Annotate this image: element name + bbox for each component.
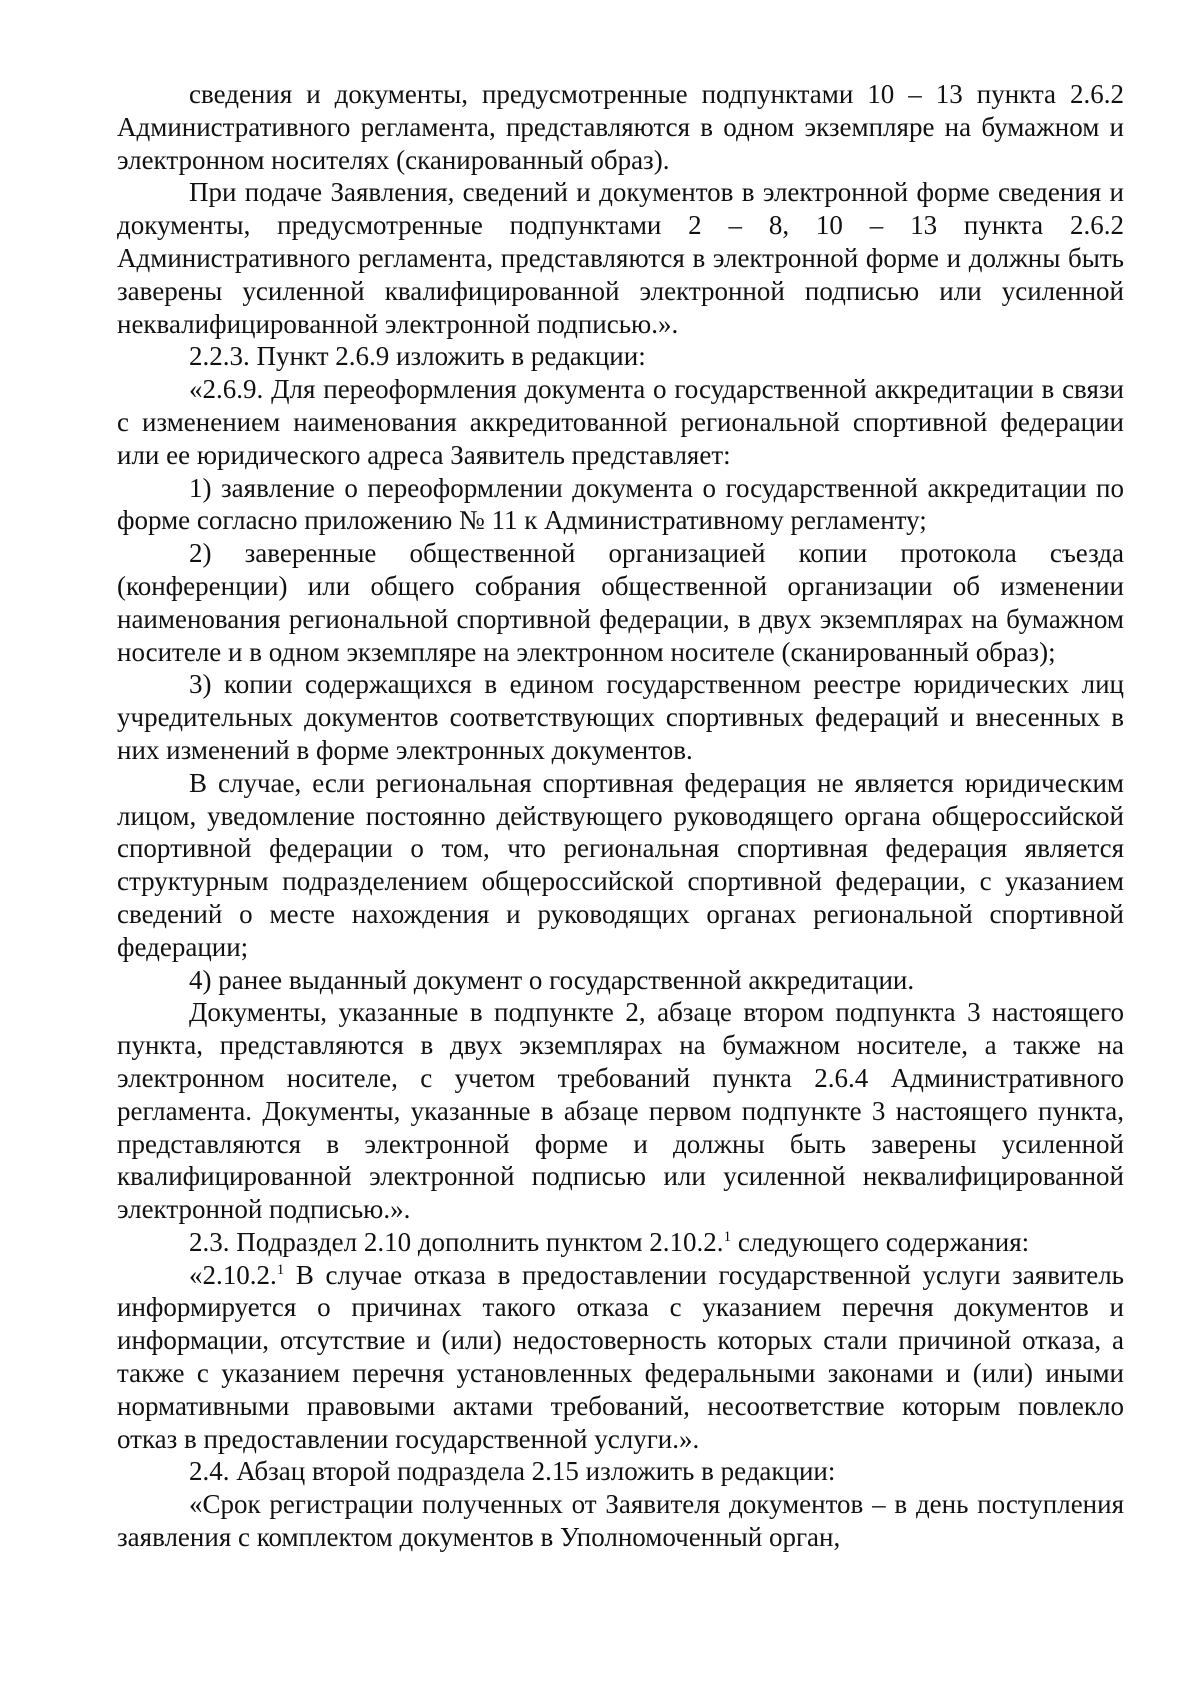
paragraph-electronic-submission: При подаче Заявления, сведений и документов в электронной форме сведения и документы, предусмотренные подпунктами 2 – 8, 10 – 13 пункта 2.6.2 Административного регламента, представляются в электронной форме и должны быть заверены усиленной квалифицированной электронной подписью или усиленной неквалифицированной электронной подписью.».: [117, 177, 1124, 339]
superscript: 1: [276, 1261, 285, 1278]
paragraph-subitem-1: 1) заявление о переоформлении документа о государственной аккредитации по форме согласно приложению № 11 к Административному регламенту;: [117, 472, 1124, 536]
paragraph-item-2-10-2-1-text-after: В случае отказа в предоставлении государственной услуги заявитель информируется о причинах такого отказа с указанием перечня документов и информации, отсутствие и (или) недостоверность которых стали причиной отказа, а также с указанием перечня установленных федеральными законами и (или) иными нормативными правовыми актами требований, несоответствие которым повлекло отказ в предоставлении государственной услуги.».: [117, 1259, 1124, 1454]
paragraph-item-2-10-2-1: [117, 1259, 1124, 1456]
paragraph-subitem-3: 3) копии содержащихся в едином государственном реестре юридических лиц учредительных документов соответствующих спортивных федераций и внесенных в них изменений в форме электронных документов.: [117, 669, 1124, 765]
paragraph-subitem-4: 4) ранее выданный документ о государственной аккредитации.: [189, 964, 915, 995]
paragraph-registration-term: «Срок регистрации полученных от Заявителя документов – в день поступления заявления с комплектом документов в Уполномоченный орган,: [117, 1489, 1124, 1553]
paragraph-subitem-2: 2) заверенные общественной организацией копии протокола съезда (конференции) или общего собрания общественной организации об изменении наименования региональной спортивной федерации, в двух экземплярах на бумажном носителе и в одном экземпляре на электронном носителе (сканированный образ);: [117, 538, 1124, 667]
paragraph-item-2-2-3: 2.2.3. Пункт 2.6.9 изложить в редакции:: [189, 341, 646, 372]
paragraph-continuation: сведения и документы, предусмотренные подпунктами 10 – 13 пункта 2.6.2 Административного регламента, представляются в одном экземпляре на бумажном и электронном носителях (сканированный образ).: [117, 79, 1124, 175]
paragraph-item-2-3-text-after: следующего содержания:: [731, 1226, 1030, 1257]
paragraph-item-2-4: 2.4. Абзац второй подраздела 2.15 изложить в редакции:: [189, 1456, 836, 1487]
paragraph-item-2-3: [117, 1226, 1124, 1259]
superscript: 1: [723, 1228, 732, 1245]
paragraph-documents-specified: Документы, указанные в подпункте 2, абзаце втором подпункта 3 настоящего пункта, представляются в двух экземплярах на бумажном носителе, а также на электронном носителе, с учетом требований пункта 2.6.4 Административного регламента. Документы, указанные в абзаце первом подпункте 3 настоящего пункта, представляются в электронной форме и должны быть заверены усиленной квалифицированной электронной подписью или усиленной неквалифицированной электронной подписью.».: [117, 997, 1124, 1225]
paragraph-item-2-3-text-before: 2.3. Подраздел 2.10 дополнить пунктом 2.10.2.: [189, 1226, 724, 1257]
paragraph-item-2-10-2-1-text-before: «2.10.2.: [189, 1259, 277, 1290]
paragraph-item-2-6-9: «2.6.9. Для переоформления документа о государственной аккредитации в связи с изменением наименования аккредитованной региональной спортивной федерации или ее юридического адреса Заявитель представляет:: [117, 374, 1124, 470]
paragraph-not-legal-entity: В случае, если региональная спортивная федерация не является юридическим лицом, уведомление постоянно действующего руководящего органа общероссийской спортивной федерации о том, что региональная спортивная федерация является структурным подразделением общероссийской спортивной федерации, с указанием сведений о месте нахождения и руководящих органах региональной спортивной федерации;: [117, 767, 1124, 962]
